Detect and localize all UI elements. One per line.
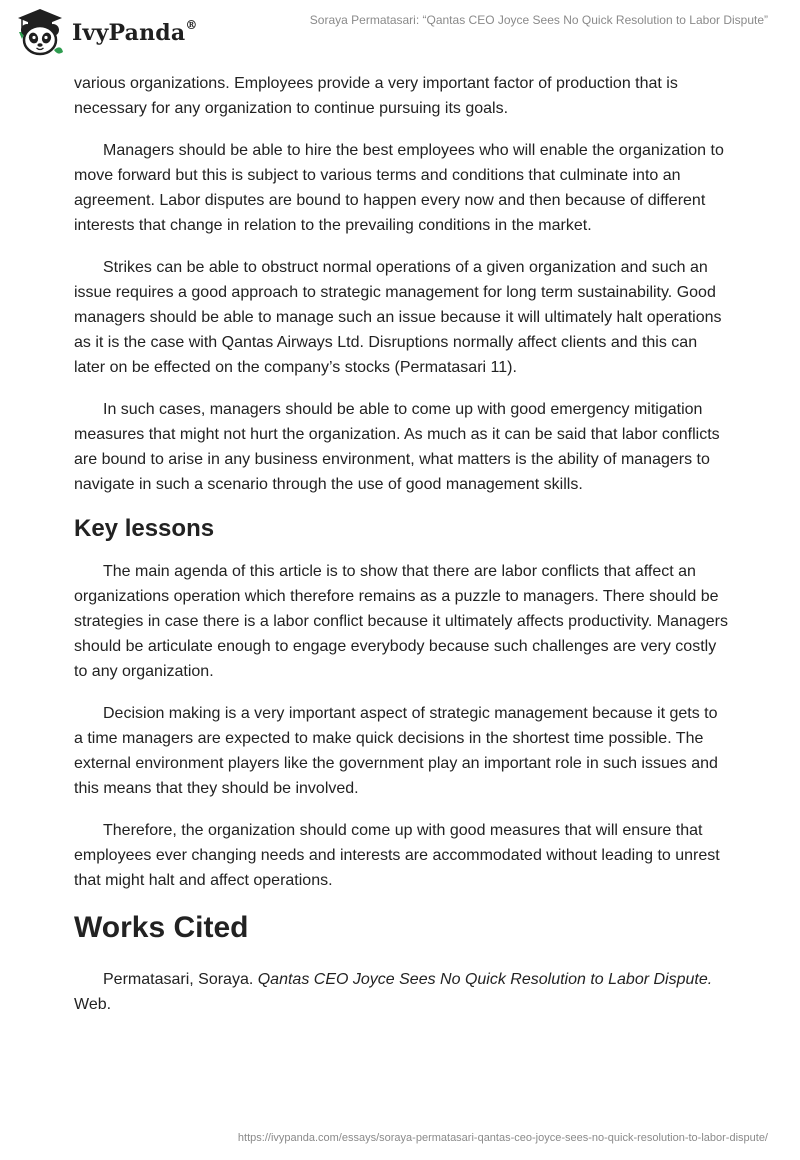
paragraph: various organizations. Employees provide a very important factor of production that is necessary for any organization to continue pursuing its goals. [74, 75, 678, 117]
citation-title: Qantas CEO Joyce Sees No Quick Resolution to Labor Dispute. [257, 971, 713, 988]
paragraph: Managers should be able to hire the best employees who will enable the organization to move forward but this is subject to various terms and conditions that culminate into an agreement. Labor disputes are bound to happen every now and then because of different interests that change in relation to the prevailing conditions in the market. [74, 142, 724, 234]
ivypanda-logo[interactable] [14, 6, 198, 58]
section-heading-key-lessons: Key lessons [74, 515, 215, 542]
paragraph: Decision making is a very important aspect of strategic management because it gets to a time managers are expected to make quick decisions in the shortest time possible. The external environment players like the government play an important role in such issues and this means that they should be involved. [74, 705, 718, 797]
source-url[interactable]: https://ivypanda.com/essays/soraya-permatasari-qantas-ceo-joyce-sees-no-quick-resolution-to-labor-dispute/ [237, 1132, 768, 1144]
section-heading-works-cited: Works Cited [74, 911, 249, 944]
paragraph: In such cases, managers should be able to come up with good emergency mitigation measures that might not hurt the organization. As much as it can be said that labor conflicts are bound to arise in any business environment, what matters is the ability of managers to navigate in such a scenario through the use of good management skills. [74, 401, 720, 493]
running-title: Soraya Permatasari: “Qantas CEO Joyce Sees No Quick Resolution to Labor Dispute” [309, 13, 768, 27]
citation-medium: Web. [74, 996, 112, 1013]
panda-graduate-icon [14, 6, 66, 58]
brand-name: IvyPanda® [72, 18, 198, 46]
citation-entry [74, 967, 728, 1017]
paragraph: Therefore, the organization should come up with good measures that will ensure that employees ever changing needs and interests are accommodated without leading to unrest that might halt and affect operations. [74, 822, 720, 889]
trademark-symbol: ® [185, 18, 198, 32]
essay-body [74, 71, 728, 1034]
paragraph: Strikes can be able to obstruct normal operations of a given organization and such an issue requires a good approach to strategic management for long term sustainability. Good managers should be able to manage such an issue because it will ultimately halt operations as it is the case with Qantas Airways Ltd. Disruptions normally affect clients and this can later on be effected on the company’s stocks (Permatasari 11). [74, 259, 722, 376]
citation-author: Permatasari, Soraya. [103, 971, 254, 988]
page-header [0, 0, 800, 70]
paragraph: The main agenda of this article is to show that there are labor conflicts that affect an organizations operation which therefore remains as a puzzle to managers. There should be strategies in case there is a labor conflict because it ultimately affects productivity. Managers should be articulate enough to engage everybody because such challenges are very costly to any organization. [74, 563, 728, 680]
